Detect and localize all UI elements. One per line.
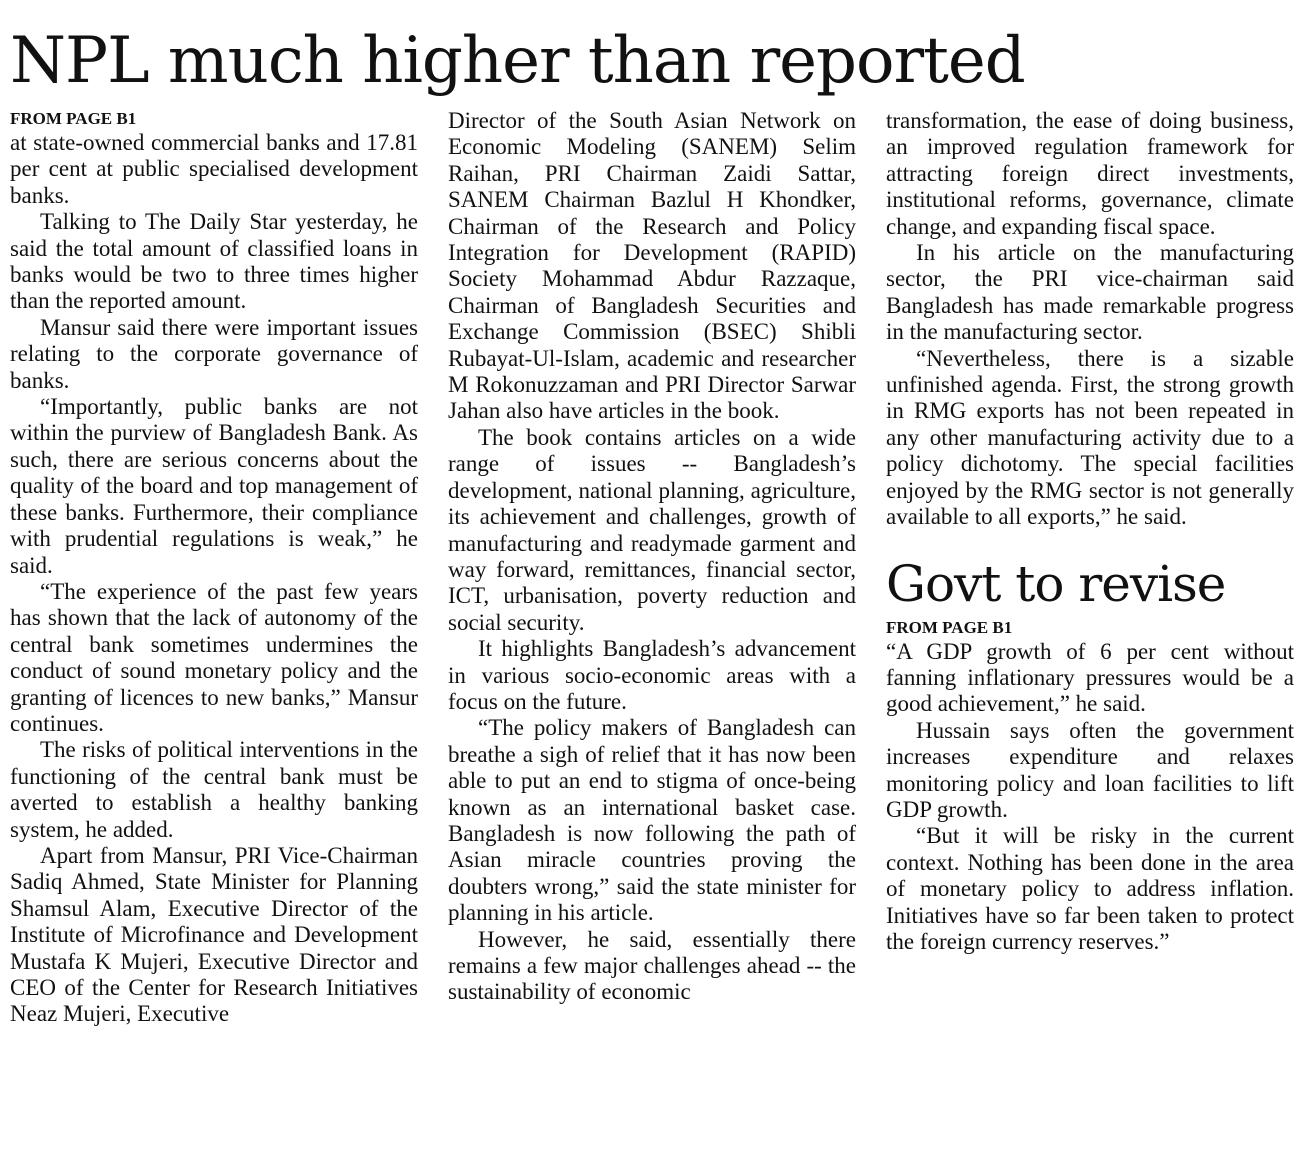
paragraph: transformation, the ease of doing business, an improved regulation framework for attracting foreign direct investments, institutional reforms, governance, climate change, and expanding fiscal space. [886, 108, 1294, 239]
paragraph: It highlights Bangladesh’s advancement in various socio-economic areas with a focus on the future. [448, 636, 856, 714]
headline-govt-to-revise: Govt to revise [886, 554, 1226, 613]
paragraph: In his article on the manufacturing sector, the PRI vice-chairman said Bangladesh has made remarkable progress in the manufacturing sector. [886, 240, 1294, 345]
paragraph: “Nevertheless, there is a sizable unfinished agenda. First, the strong growth in RMG exports has not been repeated in any other manufacturing activity due to a policy dichotomy. The special facilities enjoyed by the RMG sector is not generally available to all exports,” he said. [886, 345, 1294, 530]
paragraph: “But it will be risky in the current context. Nothing has been done in the area of monetary policy to address inflation. Initiatives have so far been taken to protect the foreign currency reserves.” [886, 823, 1294, 954]
column-3 [886, 108, 1294, 955]
paragraph: “Importantly, public banks are not within the purview of Bangladesh Bank. As such, there are serious concerns about the quality of the board and top management of these banks. Furthermore, their compliance with prudential regulations is weak,” he said. [10, 394, 418, 578]
paragraph: However, he said, essentially there remains a few major challenges ahead -- the sustainability of economic [448, 926, 856, 1005]
paragraph: “A GDP growth of 6 per cent without fanning inflationary pressures would be a good achievement,” he said. [886, 638, 1294, 717]
paragraph: Mansur said there were important issues relating to the corporate governance of banks. [10, 314, 418, 393]
jump-line-story2: FROM PAGE B1 [886, 617, 1013, 637]
paragraph: Apart from Mansur, PRI Vice-Chairman Sadiq Ahmed, State Minister for Planning Shamsul Alam, Executive Director of the Institute of Microfinance and Development Mustafa K Mujeri, Executive Director and CEO of the Center for Research Initiatives Neaz Mujeri, Executive [10, 842, 418, 1027]
paragraph: “The policy makers of Bangladesh can breathe a sigh of relief that it has now been able to put an end to stigma of once-being known as an international basket case. Bangladesh is now following the path of Asian miracle countries proving the doubters wrong,” said the state minister for planning in his article. [448, 715, 856, 926]
headline-npl: NPL much higher than reported [10, 24, 1025, 98]
paragraph: at state-owned commercial banks and 17.81 per cent at public specialised development banks. [10, 130, 418, 208]
paragraph: Director of the South Asian Network on Economic Modeling (SANEM) Selim Raihan, PRI Chairman Zaidi Sattar, SANEM Chairman Bazlul H Khondker, Chairman of the Research and Policy Integration for Development (RAPID) Society Mohammad Abdur Razzaque, Chairman of Bangladesh Securities and Exchange Commission (BSEC) Shibli Rubayat-Ul-Islam, academic and researcher M Rokonuzzaman and PRI Director Sarwar Jahan also have articles in the book. [448, 108, 856, 424]
jump-line-story1: FROM PAGE B1 [10, 109, 137, 128]
paragraph: Talking to The Daily Star yesterday, he said the total amount of classified loans in banks would be two to three times higher than the reported amount. [10, 209, 418, 314]
paragraph: The book contains articles on a wide range of issues -- Bangladesh’s development, national planning, agriculture, its achievement and challenges, growth of manufacturing and readymade garment and way forward, remittances, financial sector, ICT, urbanisation, poverty reduction and social security. [448, 424, 856, 635]
paragraph: “The experience of the past few years has shown that the lack of autonomy of the central bank sometimes undermines the conduct of sound monetary policy and the granting of licences to new banks,” Mansur continues. [10, 578, 418, 736]
column-2 [448, 108, 856, 1006]
paragraph: Hussain says often the government increases expenditure and relaxes monitoring policy and loan facilities to lift GDP growth. [886, 717, 1294, 822]
paragraph: The risks of political interventions in the functioning of the central bank must be averted to establish a healthy banking system, he added. [10, 737, 418, 842]
column-1 [10, 108, 418, 1028]
